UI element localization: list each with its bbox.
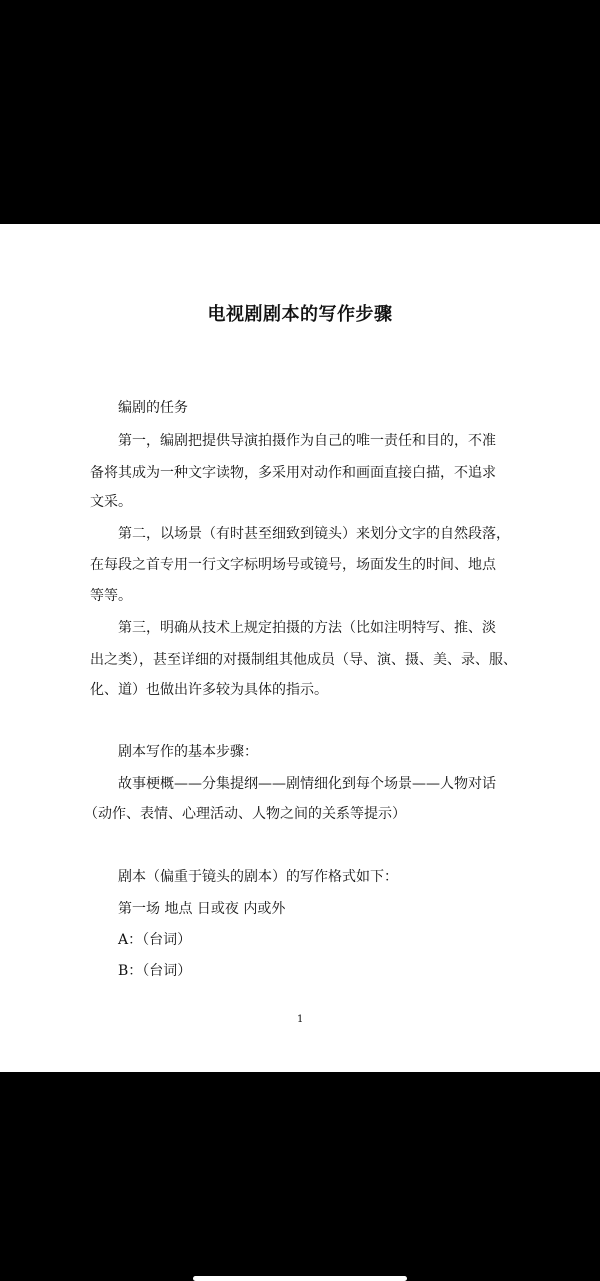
paragraph-line: 等等。 (90, 588, 132, 604)
paragraph-line: 第二，以场景（有时甚至细致到镜头）来划分文字的自然段落， (118, 526, 510, 542)
paragraph-line: 故事梗概——分集提纲——剧情细化到每个场景——人物对话 (118, 776, 496, 792)
page-number: 1 (297, 1014, 304, 1025)
paragraph-line: 备将其成为一种文字读物，多采用对动作和画面直接白描，不追求 (90, 465, 496, 481)
format-line: B：（台词） (118, 963, 192, 979)
format-line: 第一场 地点 日或夜 内或外 (118, 901, 286, 917)
section-heading-format: 剧本（偏重于镜头的剧本）的写作格式如下： (118, 869, 398, 885)
section-heading-steps: 剧本写作的基本步骤： (118, 744, 258, 760)
paragraph-line: 文采。 (90, 494, 132, 510)
paragraph-line: （动作、表情、心理活动、人物之间的关系等提示） (84, 806, 406, 822)
section-heading-tasks: 编剧的任务 (118, 400, 188, 416)
home-indicator[interactable] (193, 1276, 407, 1281)
paragraph-line: 出之类），甚至详细的对摄制组其他成员（导、演、摄、美、录、服、 (90, 652, 517, 668)
format-line: A：（台词） (118, 932, 192, 948)
paragraph-line: 在每段之首专用一行文字标明场号或镜号，场面发生的时间、地点 (90, 557, 496, 573)
paragraph-line: 第三，明确从技术上规定拍摄的方法（比如注明特写、推、淡 (118, 620, 496, 636)
document-page (0, 224, 600, 1072)
paragraph-line: 化、道）也做出许多较为具体的指示。 (90, 682, 328, 698)
document-title: 电视剧剧本的写作步骤 (207, 304, 393, 325)
paragraph-line: 第一，编剧把提供导演拍摄作为自己的唯一责任和目的，不准 (118, 433, 496, 449)
